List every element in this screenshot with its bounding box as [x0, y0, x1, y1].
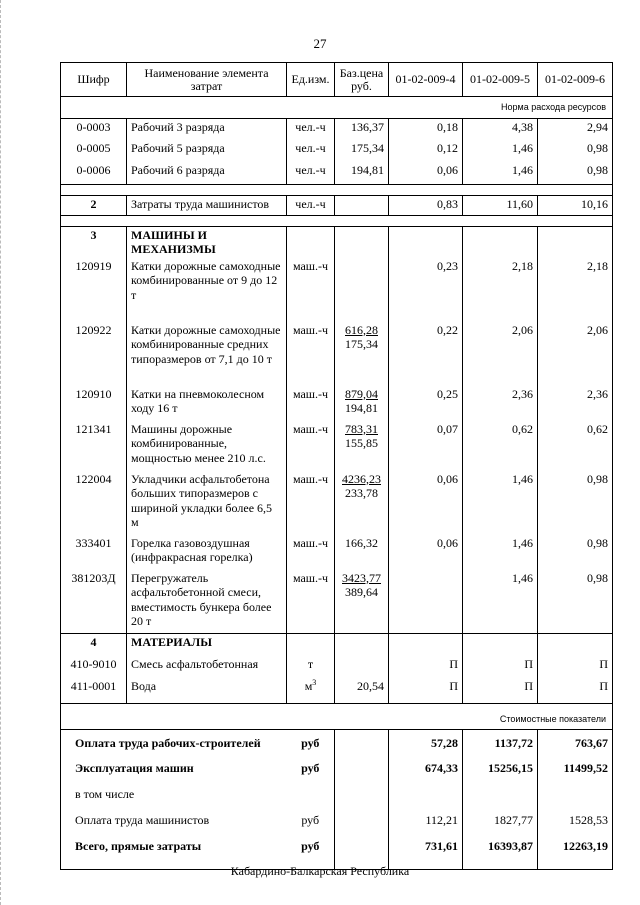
row-v2: 1,46	[463, 535, 538, 570]
header-col2: 01-02-009-5	[463, 63, 538, 97]
row-v3: П	[538, 678, 613, 704]
unit-text: м	[304, 678, 313, 693]
row-code: 120919	[61, 258, 127, 322]
price-machinist: 233,78	[345, 486, 378, 500]
price-machine: 4236,23	[342, 471, 381, 486]
table-row	[61, 678, 613, 704]
cost-v3: 12263,19	[538, 834, 613, 870]
row-price: 166,32	[335, 535, 389, 570]
row-v1: 0,18	[389, 118, 463, 140]
row-v1: 0,83	[389, 195, 463, 215]
row-v2: 0,62	[463, 421, 538, 471]
cost-v2: 1827,77	[463, 808, 538, 834]
row-code: 411-0001	[61, 678, 127, 704]
row-price	[335, 656, 389, 678]
page-footer: Кабардино-Балкарская Республика	[230, 864, 410, 878]
row-name: Катки на пневмоколесном ходу 16 т	[127, 386, 287, 421]
row-unit: чел.-ч	[287, 140, 335, 162]
table-row	[61, 140, 613, 162]
cost-v2: 16393,87	[463, 834, 538, 870]
cost-unit: руб	[287, 834, 335, 870]
row-v3: 2,36	[538, 386, 613, 421]
row-v3: 0,98	[538, 471, 613, 535]
row-v1: 0,25	[389, 386, 463, 421]
row-v2: 2,18	[463, 258, 538, 322]
unit-superscript: 3	[312, 677, 317, 687]
table-row	[61, 258, 613, 322]
header-col3: 01-02-009-6	[538, 63, 613, 97]
row-code: 3	[61, 226, 127, 258]
row-v2: 2,06	[463, 322, 538, 386]
table-header-row	[61, 63, 613, 97]
table-row	[61, 118, 613, 140]
row-name: Горелка газовоздушная (инфракрасная горелка)	[127, 535, 287, 570]
cost-row	[61, 730, 613, 756]
cost-v1: 112,21	[389, 808, 463, 834]
row-v1	[389, 570, 463, 634]
cost-v3: 1528,53	[538, 808, 613, 834]
row-v3: 0,62	[538, 421, 613, 471]
row-unit: т	[287, 656, 335, 678]
row-name: Машины дорожные комбинированные, мощностью менее 210 л.с.	[127, 421, 287, 471]
row-unit: маш.-ч	[287, 570, 335, 634]
cost-v3: 763,67	[538, 730, 613, 756]
row-code: 120922	[61, 322, 127, 386]
row-code: 2	[61, 195, 127, 215]
cost-v1	[389, 782, 463, 808]
row-code: 120910	[61, 386, 127, 421]
price-machine: 3423,77	[342, 570, 381, 585]
price-machinist: 155,85	[345, 436, 378, 450]
cost-v2	[463, 782, 538, 808]
row-v1: 0,22	[389, 322, 463, 386]
row-v2: П	[463, 678, 538, 704]
table-row	[61, 421, 613, 471]
cost-v2: 1137,72	[463, 730, 538, 756]
row-code: 0-0006	[61, 162, 127, 184]
row-v2: 11,60	[463, 195, 538, 215]
price-machine: 616,28	[345, 322, 378, 337]
resource-norms-table	[60, 62, 613, 870]
row-price	[335, 322, 389, 386]
cost-unit	[287, 782, 335, 808]
cost-name: Всего, прямые затраты	[61, 834, 287, 870]
price-machinist: 194,81	[345, 401, 378, 415]
price-machine: 783,31	[345, 421, 378, 436]
table-row	[61, 386, 613, 421]
table-row	[61, 471, 613, 535]
row-price	[335, 258, 389, 322]
row-unit: маш.-ч	[287, 386, 335, 421]
row-v2: 1,46	[463, 162, 538, 184]
row-v3: 0,98	[538, 140, 613, 162]
row-price	[335, 421, 389, 471]
row-v1: 0,06	[389, 471, 463, 535]
row-name: МАТЕРИАЛЫ	[127, 634, 287, 656]
cost-v2: 15256,15	[463, 756, 538, 782]
machinists-row	[61, 195, 613, 215]
row-name: Вода	[127, 678, 287, 704]
row-unit: маш.-ч	[287, 421, 335, 471]
row-v3: 2,06	[538, 322, 613, 386]
table-row	[61, 656, 613, 678]
row-name: Рабочий 3 разряда	[127, 118, 287, 140]
row-unit: маш.-ч	[287, 258, 335, 322]
row-code: 333401	[61, 535, 127, 570]
row-name: МАШИНЫ И МЕХАНИЗМЫ	[127, 226, 287, 258]
row-unit: маш.-ч	[287, 322, 335, 386]
row-unit: маш.-ч	[287, 471, 335, 535]
row-unit: чел.-ч	[287, 162, 335, 184]
row-price	[335, 386, 389, 421]
row-price: 136,37	[335, 118, 389, 140]
row-name: Затраты труда машинистов	[127, 195, 287, 215]
row-name: Укладчики асфальтобетона больших типоразмеров с шириной укладки более 6,5 м	[127, 471, 287, 535]
table-row	[61, 570, 613, 634]
row-code: 0-0003	[61, 118, 127, 140]
row-v2: 1,46	[463, 471, 538, 535]
materials-heading-row	[61, 634, 613, 656]
table-row	[61, 322, 613, 386]
price-machinist: 389,64	[345, 585, 378, 599]
section-cost-row	[61, 704, 613, 730]
cost-unit: руб	[287, 756, 335, 782]
row-v1: 0,07	[389, 421, 463, 471]
cost-unit: руб	[287, 730, 335, 756]
row-name: Катки дорожные самоходные комбинированные от 9 до 12 т	[127, 258, 287, 322]
row-v1: 0,12	[389, 140, 463, 162]
row-v3: П	[538, 656, 613, 678]
row-v1: 0,06	[389, 535, 463, 570]
row-v3: 2,18	[538, 258, 613, 322]
row-unit: маш.-ч	[287, 535, 335, 570]
header-unit: Ед.изм.	[287, 63, 335, 97]
section-cost-label: Стоимостные показатели	[61, 704, 613, 730]
row-code: 4	[61, 634, 127, 656]
cost-name: в том числе	[61, 782, 287, 808]
row-code: 122004	[61, 471, 127, 535]
spacer	[61, 184, 613, 195]
header-col1: 01-02-009-4	[389, 63, 463, 97]
row-v2: П	[463, 656, 538, 678]
table-row	[61, 162, 613, 184]
cost-v3: 11499,52	[538, 756, 613, 782]
row-v1: 0,06	[389, 162, 463, 184]
row-code: 381203Д	[61, 570, 127, 634]
cost-unit: руб	[287, 808, 335, 834]
price-machinist: 175,34	[345, 337, 378, 351]
row-v3: 0,98	[538, 535, 613, 570]
row-v3: 0,98	[538, 162, 613, 184]
row-price	[335, 195, 389, 215]
machines-heading-row	[61, 226, 613, 258]
header-name: Наименование элемента затрат	[127, 63, 287, 97]
cost-name: Оплата труда рабочих-строителей	[61, 730, 287, 756]
header-code: Шифр	[61, 63, 127, 97]
section-norm-row	[61, 97, 613, 119]
price-machine: 879,04	[345, 386, 378, 401]
row-v3: 2,94	[538, 118, 613, 140]
spacer	[61, 215, 613, 226]
row-price: 175,34	[335, 140, 389, 162]
row-price	[335, 570, 389, 634]
page-number: 27	[313, 36, 327, 51]
row-price: 20,54	[335, 678, 389, 704]
row-v2: 2,36	[463, 386, 538, 421]
row-price	[335, 471, 389, 535]
row-name: Рабочий 6 разряда	[127, 162, 287, 184]
row-v1: 0,23	[389, 258, 463, 322]
cost-v1: 731,61	[389, 834, 463, 870]
row-v3: 0,98	[538, 570, 613, 634]
row-name: Катки дорожные самоходные комбинированные средних типоразмеров от 7,1 до 10 т	[127, 322, 287, 386]
section-norm-label: Норма расхода ресурсов	[61, 97, 613, 119]
cost-name: Эксплуатация машин	[61, 756, 287, 782]
row-unit: чел.-ч	[287, 118, 335, 140]
binding-margin-line	[0, 0, 2, 905]
cost-row	[61, 756, 613, 782]
row-v1: П	[389, 656, 463, 678]
cost-v1: 674,33	[389, 756, 463, 782]
row-v3: 10,16	[538, 195, 613, 215]
row-code: 410-9010	[61, 656, 127, 678]
cost-row	[61, 808, 613, 834]
row-v2: 1,46	[463, 140, 538, 162]
row-v2: 1,46	[463, 570, 538, 634]
row-name: Смесь асфальтобетонная	[127, 656, 287, 678]
row-name: Перегружатель асфальтобетонной смеси, вместимость бункера более 20 т	[127, 570, 287, 634]
table-row	[61, 535, 613, 570]
row-v1: П	[389, 678, 463, 704]
cost-v1: 57,28	[389, 730, 463, 756]
row-unit	[287, 678, 335, 704]
header-price: Баз.цена руб.	[335, 63, 389, 97]
cost-name: Оплата труда машинистов	[61, 808, 287, 834]
row-code: 121341	[61, 421, 127, 471]
row-unit: чел.-ч	[287, 195, 335, 215]
row-name: Рабочий 5 разряда	[127, 140, 287, 162]
row-price: 194,81	[335, 162, 389, 184]
cost-v3	[538, 782, 613, 808]
row-v2: 4,38	[463, 118, 538, 140]
row-code: 0-0005	[61, 140, 127, 162]
cost-row	[61, 782, 613, 808]
